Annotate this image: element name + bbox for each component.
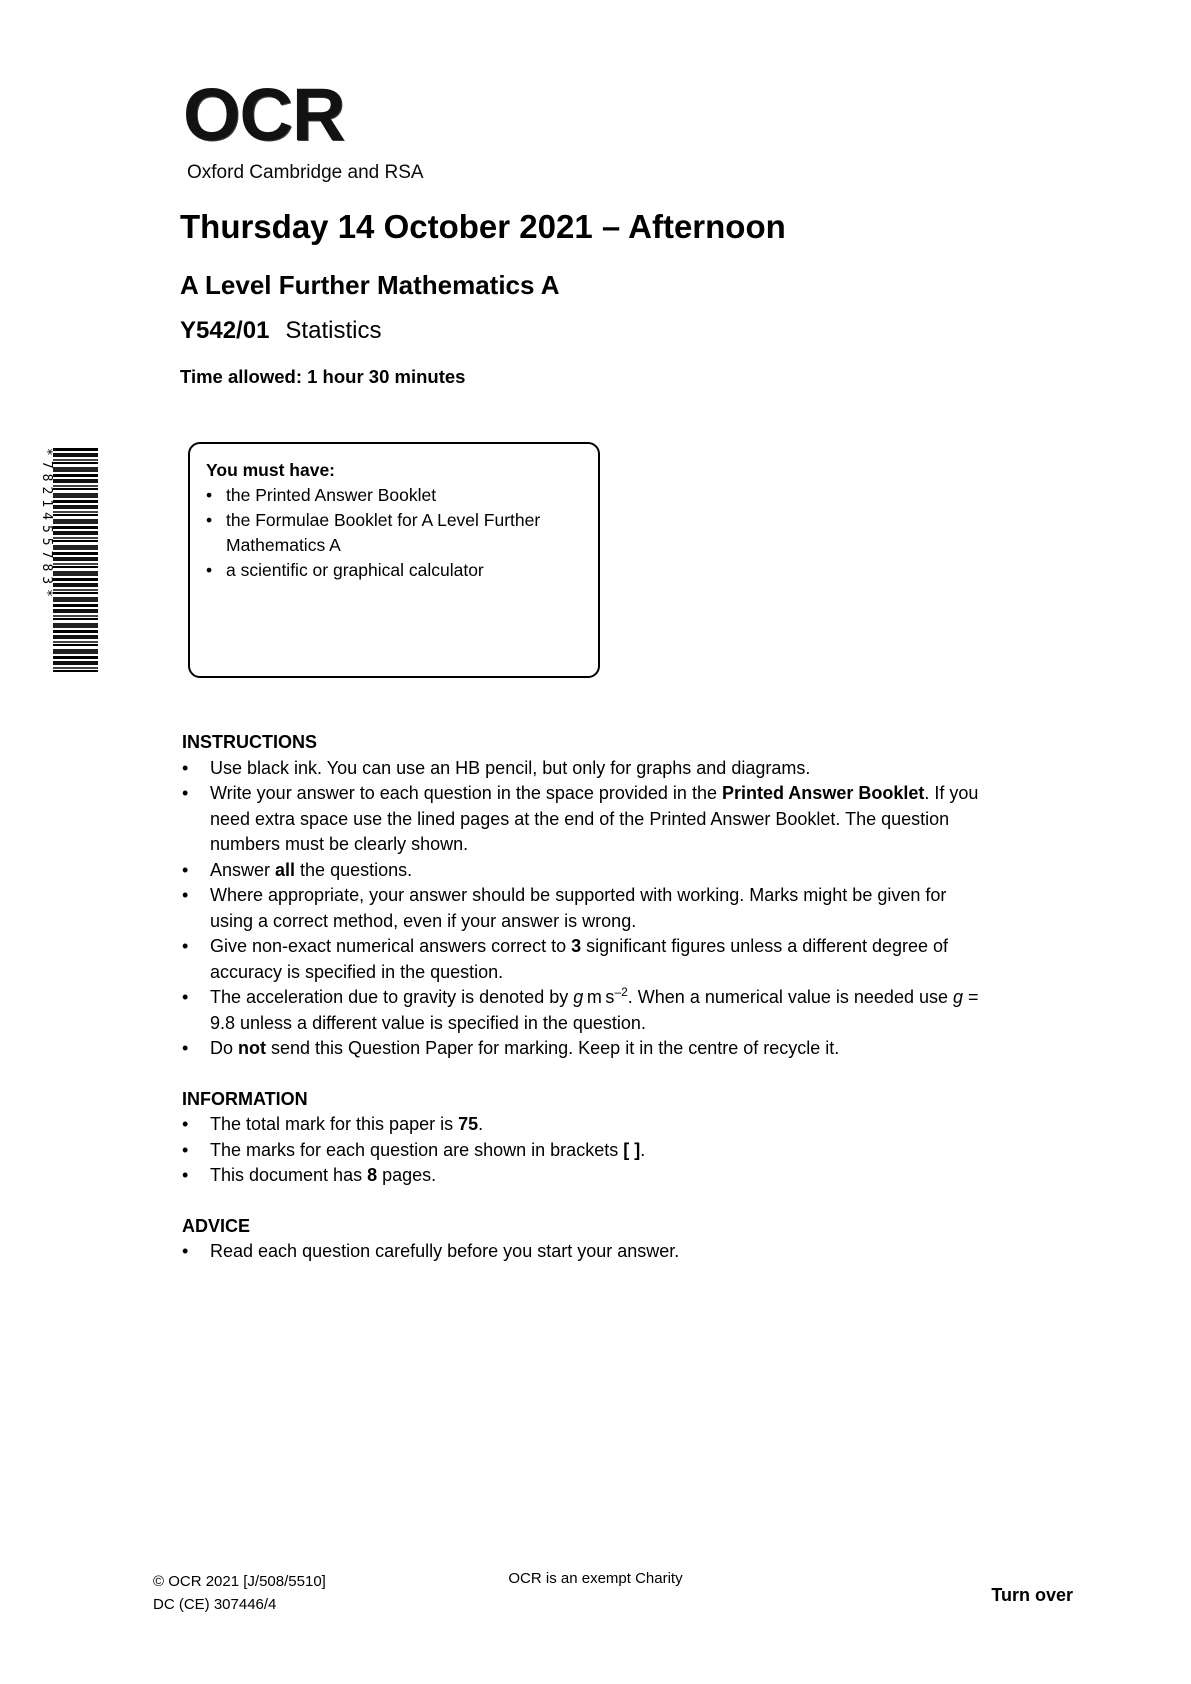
bullet: • — [206, 485, 213, 505]
list-item — [182, 858, 994, 884]
instruction-item: The acceleration due to gravity is denoted by g m $s^{-2}$. When a numerical value is needed use g = 9.8 unless a different value is specified in the question. — [210, 985, 979, 1033]
must-have-heading: You must have: — [206, 460, 336, 480]
paper-name: Statistics — [285, 317, 382, 344]
advice-section — [182, 1214, 994, 1265]
list-item — [182, 1138, 994, 1164]
bullet: • — [182, 783, 189, 803]
must-have-item: the Printed Answer Booklet — [226, 485, 437, 505]
ocr-logo: OCR — [183, 73, 345, 156]
instruction-item: Do not send this Question Paper for marking. Keep it in the centre of recycle it. — [210, 1038, 840, 1058]
page-title: Thursday 14 October 2021 – Afternoon — [180, 208, 786, 245]
instruction-item: Give non-exact numerical answers correct to 3 significant figures unless a different degree of accuracy is specified in the question. — [210, 936, 949, 982]
qualification-title: A Level Further Mathematics A — [180, 270, 560, 300]
instructions-section — [182, 730, 994, 1062]
list-item — [182, 781, 994, 858]
information-section — [182, 1087, 994, 1189]
bullet: • — [182, 1165, 189, 1185]
list-item — [182, 756, 994, 782]
instruction-item: Answer all the questions. — [210, 859, 413, 880]
must-have-item: a scientific or graphical calculator — [226, 560, 484, 580]
list-item — [182, 1036, 994, 1062]
bullet: • — [182, 885, 189, 905]
list-item — [182, 1112, 994, 1138]
section-heading: ADVICE — [182, 1215, 251, 1236]
charity-note: OCR is an exempt Charity — [508, 1570, 683, 1587]
instruction-item: Where appropriate, your answer should be supported with working. Marks might be given for using a correct method, even if your answer is wrong. — [210, 885, 947, 931]
paper-code: Y542/01 — [180, 317, 270, 344]
list-item — [182, 1239, 994, 1265]
list-item — [182, 1163, 994, 1189]
copyright-line: © OCR 2021 [J/508/5510] — [153, 1573, 326, 1590]
bullet: • — [182, 1139, 189, 1160]
time-allowed: Time allowed: 1 hour 30 minutes — [180, 366, 466, 387]
bullet: • — [182, 987, 189, 1007]
paper-code-line — [180, 317, 381, 345]
list-item — [182, 883, 994, 934]
information-item: The total mark for this paper is 75. — [210, 1114, 484, 1134]
section-heading: INFORMATION — [182, 1088, 308, 1109]
information-item: This document has 8 pages. — [210, 1165, 437, 1185]
instruction-item: Write your answer to each question in the space provided in the Printed Answer Booklet. If you need extra space use the lined pages at the end of the Printed Answer Booklet. The question numbers must be clearly shown. — [210, 783, 979, 854]
list-item — [206, 483, 582, 508]
ocr-logo-tagline: Oxford Cambridge and RSA — [187, 162, 424, 183]
bullet: • — [182, 1241, 189, 1261]
list-item — [206, 508, 582, 558]
bullet: • — [182, 859, 189, 880]
bullet: • — [182, 1114, 189, 1134]
bullet: • — [206, 560, 213, 580]
barcode — [53, 448, 98, 672]
dc-code-line: DC (CE) 307446/4 — [153, 1596, 277, 1613]
list-item — [206, 558, 582, 583]
section-heading: INSTRUCTIONS — [182, 732, 317, 752]
information-item: The marks for each question are shown in brackets [ ]. — [210, 1139, 646, 1160]
bullet: • — [182, 936, 189, 956]
bullet: • — [182, 1038, 189, 1058]
list-item — [182, 934, 994, 985]
must-have-box — [188, 442, 600, 678]
turn-over-label: Turn over — [991, 1585, 1073, 1605]
instruction-item: Use black ink. You can use an HB pencil, but only for graphs and diagrams. — [210, 757, 811, 778]
barcode-text: *7821455783* — [39, 448, 54, 602]
must-have-item: the Formulae Booklet for A Level Further Mathematics A — [226, 510, 541, 555]
bullet: • — [206, 510, 213, 530]
bullet: • — [182, 757, 189, 778]
advice-item: Read each question carefully before you start your answer. — [210, 1241, 680, 1261]
list-item — [182, 985, 994, 1036]
main-content — [182, 730, 994, 1265]
